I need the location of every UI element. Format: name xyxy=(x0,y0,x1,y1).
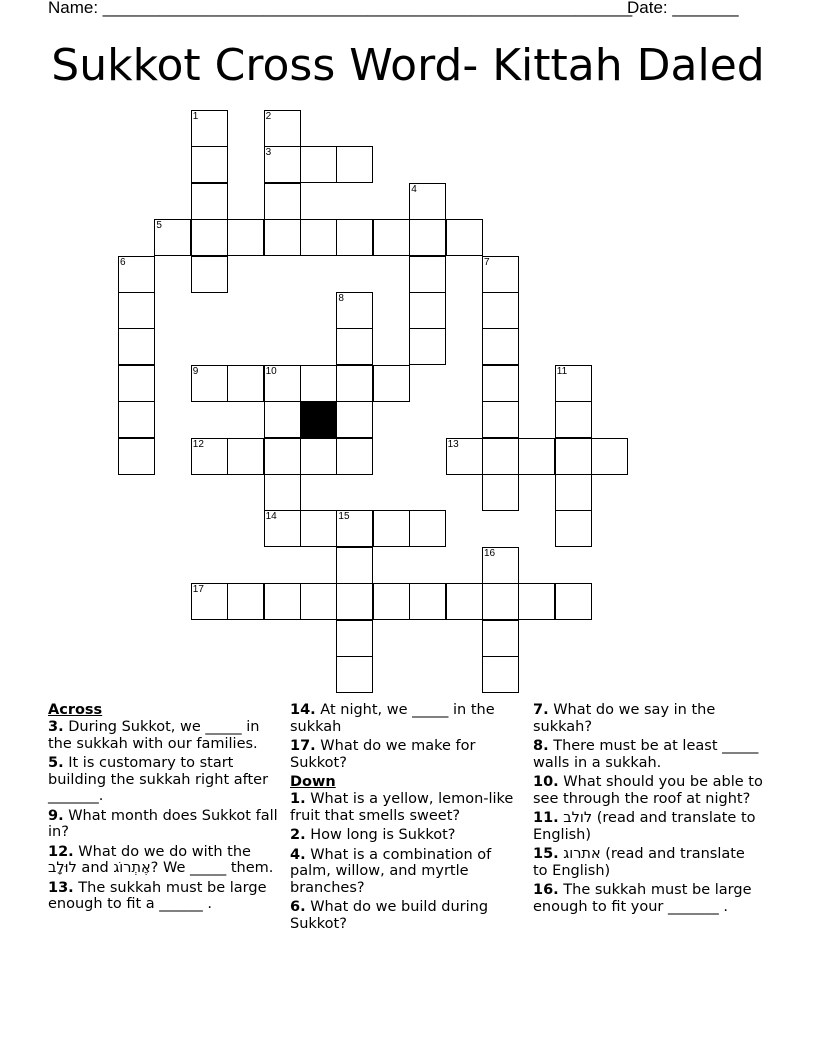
grid-cell[interactable] xyxy=(336,438,373,475)
grid-cell[interactable] xyxy=(191,365,228,402)
grid-black-cell xyxy=(300,401,337,438)
grid-cell[interactable] xyxy=(555,583,592,620)
grid-cell[interactable] xyxy=(264,146,301,183)
clue-number: 8 xyxy=(338,293,344,304)
grid-cell[interactable] xyxy=(227,438,264,475)
clue-across-3: 3. During Sukkot, we _____ in the sukkah with our families. xyxy=(48,719,260,752)
grid-cell[interactable] xyxy=(591,438,628,475)
down-heading: Down xyxy=(290,774,336,790)
grid-cell[interactable] xyxy=(336,401,373,438)
name-field[interactable]: Name: ________________________________________________________ xyxy=(48,0,633,17)
grid-cell[interactable] xyxy=(118,256,155,293)
clue-across-17: 17. What do we make for Sukkot? xyxy=(290,738,476,771)
grid-cell[interactable] xyxy=(555,365,592,402)
grid-cell[interactable] xyxy=(482,401,519,438)
grid-cell[interactable] xyxy=(118,365,155,402)
grid-cell[interactable] xyxy=(191,438,228,475)
clue-down-6: 6. What do we build during Sukkot? xyxy=(290,899,489,932)
grid-cell[interactable] xyxy=(482,583,519,620)
clue-across-13: 13. The sukkah must be large enough to fit a ______ . xyxy=(48,879,267,912)
grid-cell[interactable] xyxy=(373,510,410,547)
grid-cell[interactable] xyxy=(118,438,155,475)
grid-cell[interactable] xyxy=(482,438,519,475)
grid-cell[interactable] xyxy=(300,146,337,183)
grid-cell[interactable] xyxy=(118,328,155,365)
grid-cell[interactable] xyxy=(264,365,301,402)
grid-cell[interactable] xyxy=(336,365,373,402)
clue-down-16: 16. The sukkah must be large enough to fit your _______ . xyxy=(533,882,752,915)
grid-cell[interactable] xyxy=(518,583,555,620)
grid-cell[interactable] xyxy=(191,256,228,293)
grid-cell[interactable] xyxy=(409,328,446,365)
clue-down-11: 11. לולב (read and translate to English) xyxy=(533,810,756,843)
clue-number: 9 xyxy=(192,365,199,377)
grid-cell[interactable] xyxy=(300,365,337,402)
clue-number: 5 xyxy=(156,220,162,232)
clue-number: 11 xyxy=(556,365,568,377)
grid-cell[interactable] xyxy=(300,510,337,547)
clue-number: 16 xyxy=(484,547,496,559)
grid-cell[interactable] xyxy=(373,365,410,402)
grid-cell[interactable] xyxy=(264,438,301,475)
clue-number: 14 xyxy=(265,511,277,523)
grid-cell[interactable] xyxy=(264,401,301,438)
grid-cell[interactable] xyxy=(518,438,555,475)
grid-cell[interactable] xyxy=(336,547,373,584)
clue-number: 15 xyxy=(338,511,350,523)
clue-number: 6 xyxy=(120,256,126,268)
grid-cell[interactable] xyxy=(264,583,301,620)
grid-cell[interactable] xyxy=(482,620,519,657)
grid-cell[interactable] xyxy=(555,474,592,511)
grid-cell[interactable] xyxy=(482,256,519,293)
grid-cell[interactable] xyxy=(482,547,519,584)
grid-cell[interactable] xyxy=(446,219,483,256)
grid-cell[interactable] xyxy=(482,365,519,402)
clue-down-10: 10. What should you be able to see through the roof at night? xyxy=(533,774,763,807)
page-title: Sukkot Cross Word- Kittah Daled xyxy=(51,40,765,91)
clue-number: 3 xyxy=(265,147,272,159)
grid-cell[interactable] xyxy=(336,292,373,329)
across-heading: Across xyxy=(48,702,103,718)
clue-across-12: 12. What do we do with the לוּלָב and אֶתְרוֹג? We _____ them. xyxy=(48,843,274,876)
grid-cell[interactable] xyxy=(555,510,592,547)
grid-cell[interactable] xyxy=(264,183,301,220)
grid-cell[interactable] xyxy=(409,219,446,256)
grid-cell[interactable] xyxy=(336,656,373,693)
grid-cell[interactable] xyxy=(409,292,446,329)
grid-cell[interactable] xyxy=(118,292,155,329)
clue-number: 10 xyxy=(265,365,277,377)
grid-cell[interactable] xyxy=(373,219,410,256)
clue-column-1 xyxy=(48,702,280,916)
grid-cell[interactable] xyxy=(482,474,519,511)
clue-down-15: 15. אתרוג (read and translate to English) xyxy=(533,846,745,879)
grid-cell[interactable] xyxy=(409,183,446,220)
grid-cell[interactable] xyxy=(482,656,519,693)
clue-down-4: 4. What is a combination of palm, willow, and myrtle branches? xyxy=(290,846,492,896)
grid-cell[interactable] xyxy=(264,110,301,147)
grid-cell[interactable] xyxy=(264,219,301,256)
grid-cell[interactable] xyxy=(482,292,519,329)
grid-cell[interactable] xyxy=(264,474,301,511)
grid-cell[interactable] xyxy=(409,510,446,547)
grid-cell[interactable] xyxy=(227,365,264,402)
clue-across-14: 14. At night, we _____ in the sukkah xyxy=(290,702,495,735)
clue-across-9: 9. What month does Sukkot fall in? xyxy=(48,807,278,840)
clue-number: 12 xyxy=(192,438,204,450)
grid-cell[interactable] xyxy=(264,510,301,547)
grid-cell[interactable] xyxy=(336,620,373,657)
grid-cell[interactable] xyxy=(154,219,191,256)
grid-cell[interactable] xyxy=(336,328,373,365)
clue-number: 4 xyxy=(411,183,417,195)
clue-number: 1 xyxy=(192,111,199,122)
grid-cell[interactable] xyxy=(373,583,410,620)
grid-cell[interactable] xyxy=(336,583,373,620)
grid-cell[interactable] xyxy=(336,146,373,183)
grid-cell[interactable] xyxy=(227,219,264,256)
grid-cell[interactable] xyxy=(409,256,446,293)
clue-number: 2 xyxy=(265,111,272,122)
grid-cell[interactable] xyxy=(300,583,337,620)
grid-cell[interactable] xyxy=(482,328,519,365)
clue-number: 7 xyxy=(484,256,490,268)
clue-down-7: 7. What do we say in the sukkah? xyxy=(533,702,716,735)
grid-cell[interactable] xyxy=(191,146,228,183)
clue-down-1: 1. What is a yellow, lemon-like fruit that smells sweet? xyxy=(290,791,514,824)
grid-cell[interactable] xyxy=(336,510,373,547)
clue-down-8: 8. There must be at least _____ walls in a sukkah. xyxy=(533,738,759,771)
grid-cell[interactable] xyxy=(446,583,483,620)
grid-cell[interactable] xyxy=(227,583,264,620)
grid-cell[interactable] xyxy=(555,438,592,475)
grid-cell[interactable] xyxy=(446,438,483,475)
clue-across-5: 5. It is customary to start building the sukkah right after _______. xyxy=(48,755,269,804)
clue-number: 13 xyxy=(447,438,459,450)
grid-cell[interactable] xyxy=(300,438,337,475)
grid-cell[interactable] xyxy=(191,219,228,256)
grid-cell[interactable] xyxy=(118,401,155,438)
clue-down-2: 2. How long is Sukkot? xyxy=(290,827,456,843)
clue-column-2 xyxy=(290,702,520,935)
grid-cell[interactable] xyxy=(336,219,373,256)
clue-number: 17 xyxy=(192,584,204,596)
grid-cell[interactable] xyxy=(409,583,446,620)
grid-cell[interactable] xyxy=(191,110,228,147)
clue-column-3 xyxy=(533,702,763,918)
date-field[interactable]: Date: _______ xyxy=(627,0,739,17)
grid-cell[interactable] xyxy=(191,183,228,220)
grid-cell[interactable] xyxy=(191,583,228,620)
grid-cell[interactable] xyxy=(555,401,592,438)
grid-cell[interactable] xyxy=(300,219,337,256)
